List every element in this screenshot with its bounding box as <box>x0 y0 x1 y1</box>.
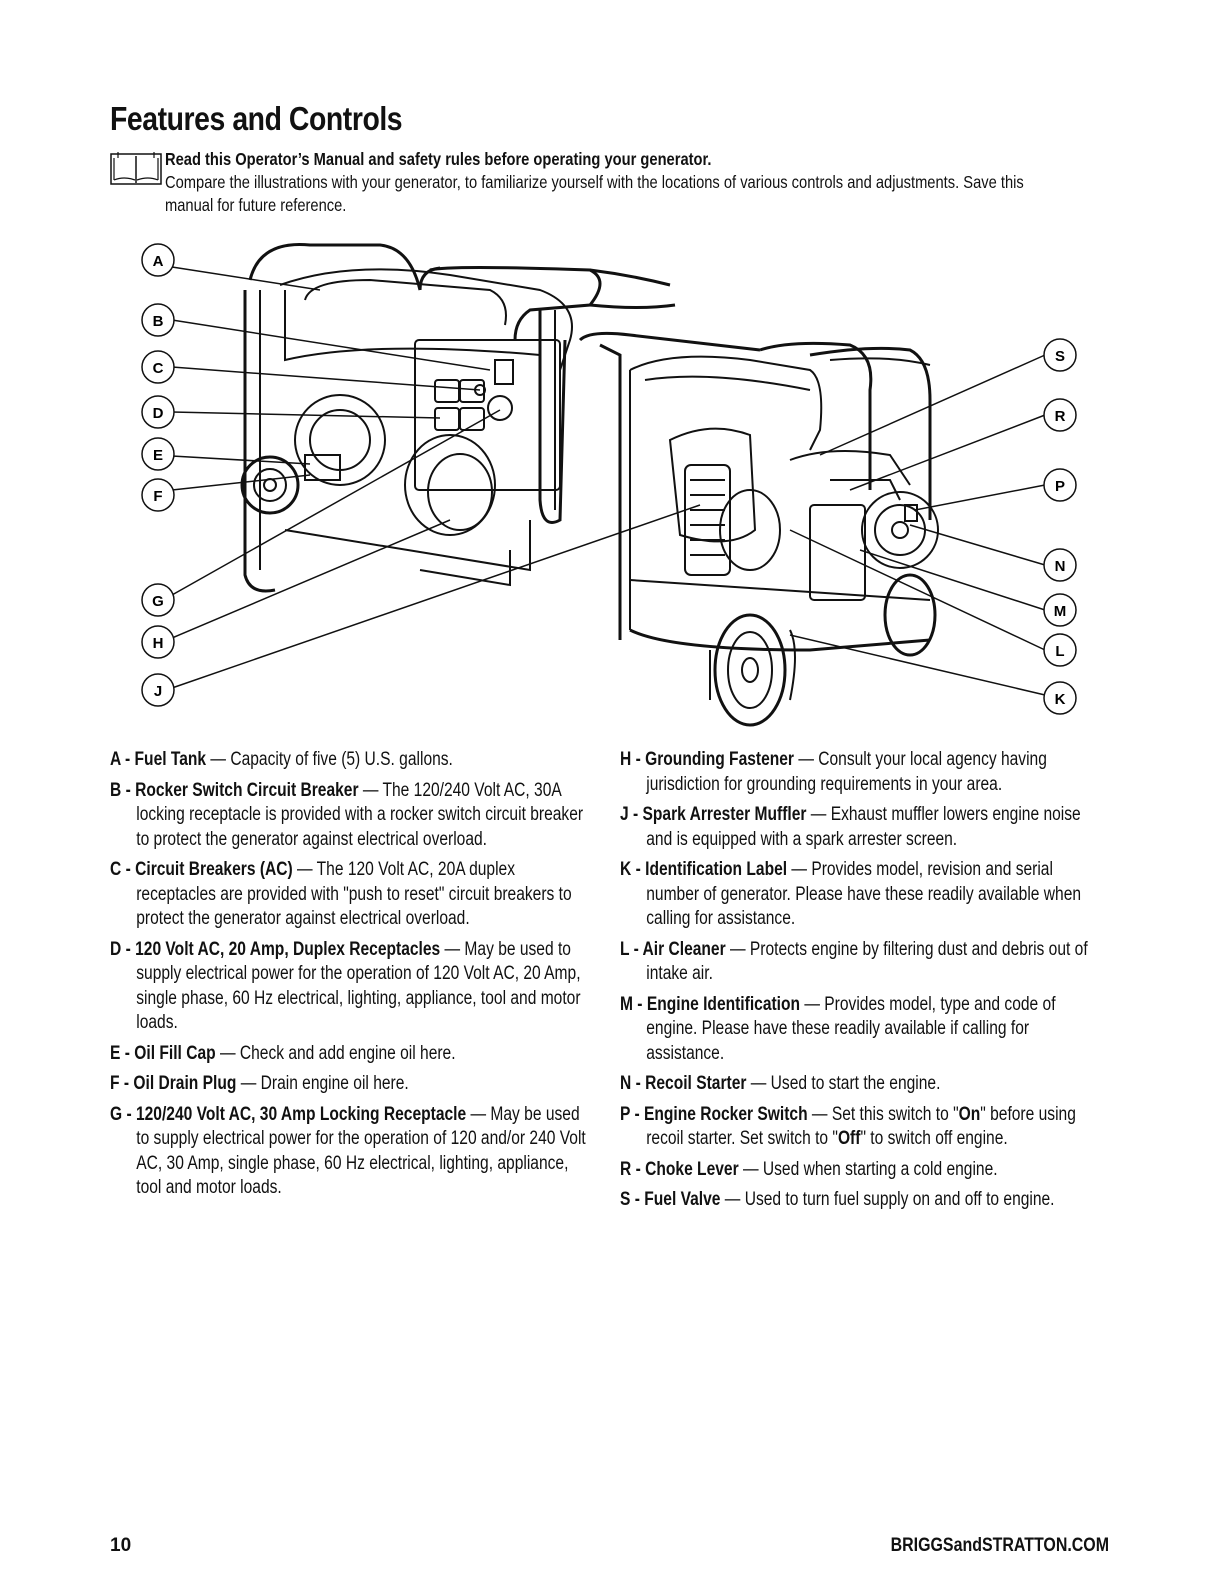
feature-item-c: C - Circuit Breakers (AC) — The 120 Volt AC, 20A duplex receptacles are provided with "push to reset" circuit breakers to protect the generator against electrical overload. <box>110 859 572 929</box>
feature-item-b: B - Rocker Switch Circuit Breaker — The 120/240 Volt AC, 30A locking receptacle is provided with a rocker switch circuit breaker to protect the generator against electrical overload. <box>110 779 584 850</box>
callout-label: P <box>1054 478 1066 495</box>
callout-markers-right <box>1044 339 1076 714</box>
callout-label: J <box>153 683 163 700</box>
website-link[interactable]: BRIGGSandSTRATTON.COM <box>890 1535 1109 1556</box>
page-number: 10 <box>110 1535 132 1556</box>
callout-label: D <box>152 405 164 422</box>
callout-markers-left <box>142 244 174 706</box>
callouts-right <box>790 355 1045 695</box>
callout-label: C <box>152 360 164 377</box>
feature-item-e: E - Oil Fill Cap — Check and add engine oil here. <box>110 1042 456 1064</box>
feature-item-d: D - 120 Volt AC, 20 Amp, Duplex Receptacles — May be used to supply electrical power for the operation of 120 Volt AC, 20 Amp, single phase, 60 Hz electrical, lighting, appliance, tool and motor loads. <box>110 938 581 1033</box>
feature-item-l: L - Air Cleaner — Protects engine by filtering dust and debris out of intake air. <box>620 938 1088 984</box>
callout-label: S <box>1054 348 1066 365</box>
page-title: Features and Controls <box>110 100 403 137</box>
feature-list-left <box>110 748 594 1207</box>
callout-label: A <box>152 253 164 270</box>
callout-label: G <box>152 593 164 610</box>
callout-label: L <box>1055 643 1065 660</box>
callout-label: K <box>1054 691 1066 708</box>
feature-item-j: J - Spark Arrester Muffler — Exhaust muffler lowers engine noise and is equipped with a spark arrester screen. <box>620 804 1081 850</box>
intro-lead: Read this Operator’s Manual and safety rules before operating your generator. <box>165 149 712 169</box>
feature-item-f: F - Oil Drain Plug — Drain engine oil here. <box>110 1073 409 1094</box>
feature-item-r: R - Choke Lever — Used when starting a cold engine. <box>620 1158 998 1180</box>
manual-book-icon <box>110 150 162 186</box>
feature-item-s: S - Fuel Valve — Used to turn fuel supply on and off to engine. <box>620 1189 1055 1210</box>
feature-item-h: H - Grounding Fastener — Consult your local agency having jurisdiction for grounding requirements in your area. <box>620 749 1047 795</box>
callout-label: E <box>152 447 164 464</box>
generator-illustration <box>110 230 1110 740</box>
feature-item-a: A - Fuel Tank — Capacity of five (5) U.S. gallons. <box>110 749 453 770</box>
intro-body: Compare the illustrations with your generator, to familiarize yourself with the locations of various controls and adjustments. Save this manual for future reference. <box>165 172 1024 215</box>
feature-item-g: G - 120/240 Volt AC, 30 Amp Locking Receptacle — May be used to supply electrical power for the operation of 120 and/or 240 Volt AC, 30 Amp, single phase, 60 Hz electrical, lighting, appliance, tool and motor loads. <box>110 1103 586 1198</box>
callout-label: N <box>1054 558 1066 575</box>
callout-label: R <box>1054 408 1066 425</box>
callout-label: F <box>153 488 163 505</box>
feature-item-p: P - Engine Rocker Switch — Set this switch to "On" before using recoil starter. Set switch to "Off" to switch off engine. <box>620 1103 1076 1149</box>
intro-text <box>165 148 1030 217</box>
feature-list-right <box>620 748 1104 1219</box>
feature-item-n: N - Recoil Starter — Used to start the engine. <box>620 1073 941 1094</box>
callout-label: B <box>152 313 164 330</box>
feature-item-m: M - Engine Identification — Provides model, type and code of engine. Please have these readily available if calling for assistance. <box>620 993 1056 1064</box>
feature-item-k: K - Identification Label — Provides model, revision and serial number of generator. Please have these readily available when calling for assistance. <box>620 859 1082 929</box>
callout-label: H <box>152 635 164 652</box>
callout-label: M <box>1053 603 1067 620</box>
